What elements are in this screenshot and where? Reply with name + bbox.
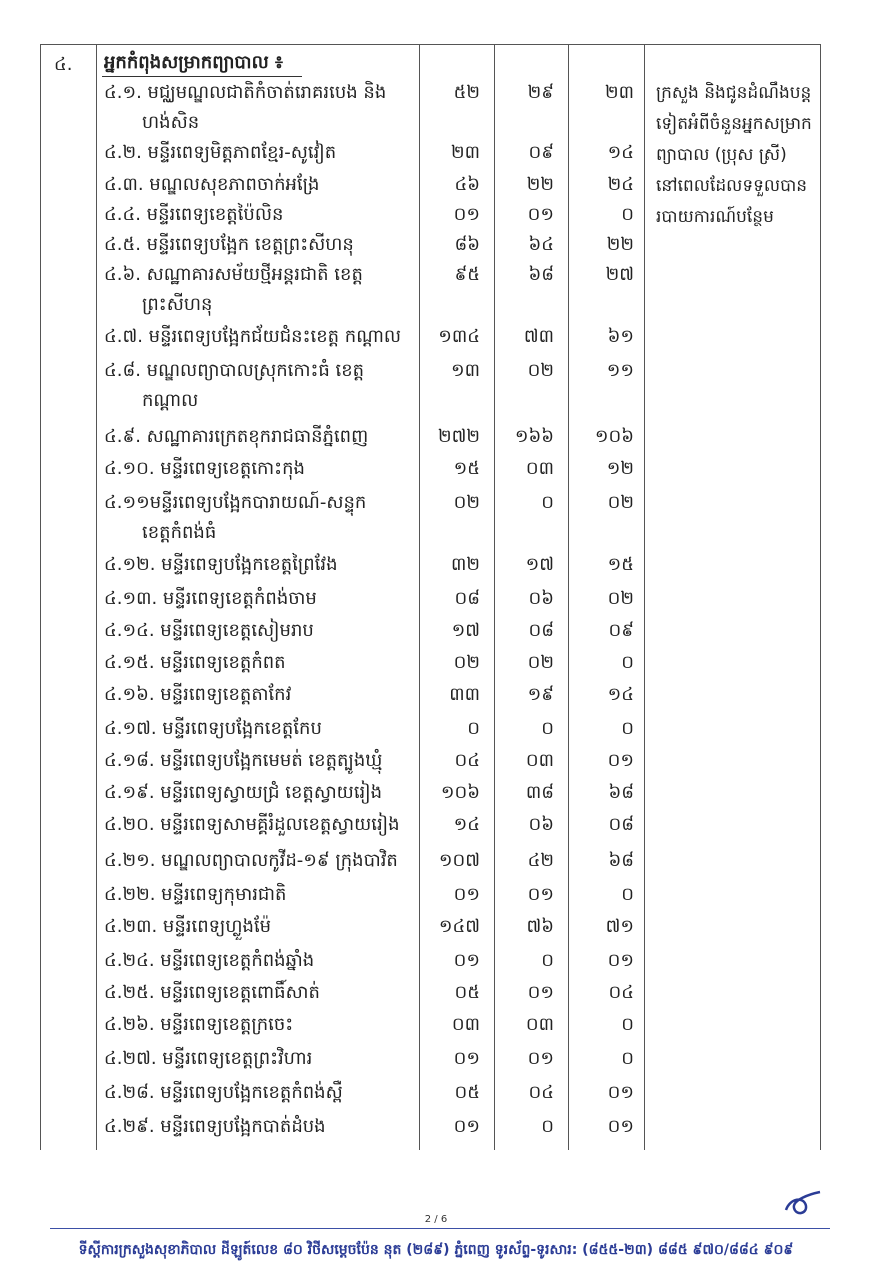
female-count: ៧១ xyxy=(605,916,634,937)
male-count: ០ xyxy=(541,950,554,971)
facility-name xyxy=(104,1078,414,1108)
female-count: ០១ xyxy=(607,750,634,771)
male-count: ៦៤ xyxy=(528,234,554,255)
facility-name xyxy=(104,912,414,942)
female-count: ៦៨ xyxy=(608,850,634,871)
male-count: ០២ xyxy=(527,360,554,381)
facility-name-line: ៤.២៧. មន្ទីរពេទ្យខេត្តព្រះវិហារ xyxy=(104,1048,313,1069)
table-top-border xyxy=(40,44,821,45)
male-count: ១៧ xyxy=(525,554,554,575)
facility-name xyxy=(104,810,414,840)
female-count: ០ xyxy=(621,652,634,673)
page-number: 2 / 6 xyxy=(424,1214,448,1225)
facility-name-line: ៤.១. មជ្ឈមណ្ឌលជាតិកំចាត់រោគរបេង និង xyxy=(104,82,387,103)
female-count: ០១ xyxy=(607,1116,634,1137)
total-count: ១៥ xyxy=(453,458,480,479)
facility-name xyxy=(104,1010,414,1040)
facility-name-line: ៤.១០. មន្ទីរពេទ្យខេត្តកោះកុង xyxy=(104,458,305,479)
female-count: ០១ xyxy=(607,950,634,971)
facility-name-continuation: ហង់សិន xyxy=(142,112,200,133)
male-count: ០៣ xyxy=(525,1014,554,1035)
facility-name xyxy=(104,78,414,138)
female-count: ០១ xyxy=(607,1082,634,1103)
facility-name-line: ៤.២៤. មន្ទីរពេទ្យខេត្តកំពង់ឆ្នាំង xyxy=(104,950,315,971)
facility-name-line: ៤.៣. មណ្ឌលសុខភាពចាក់អង្រែ xyxy=(104,174,320,195)
female-count: ៦៨ xyxy=(608,782,634,803)
total-count: ៨៦ xyxy=(454,234,480,255)
facility-name-line: ៤.១៧. មន្ទីរពេទ្យបង្អែកខេត្តកែប xyxy=(104,718,322,739)
facility-name xyxy=(104,322,414,352)
facility-name-continuation: កណ្តាល xyxy=(142,390,199,411)
footer-address: ទីស្តីការក្រសួងសុខាភិបាល ដីឡូត៍លេខ ៨០ វិថីសម្តេចប៉ែន នុត (២៨៩) ភ្នំពេញ ទូរស័ព្ទ-ទូរសារ: (៨៥៥-២៣) ៨៨៥ ៩៧០/៨៨៤ ៩០៩ xyxy=(78,1242,794,1258)
male-count: ០៤ xyxy=(528,1082,554,1103)
male-count: ០៩ xyxy=(528,142,554,163)
facility-name xyxy=(104,356,414,416)
facility-name xyxy=(104,584,414,614)
facility-name-line: ៤.៥. មន្ទីរពេទ្យបង្អែក ខេត្តព្រះសីហនុ xyxy=(104,234,354,255)
facility-name xyxy=(104,454,414,484)
total-count: ០ xyxy=(467,718,480,739)
total-count: ៣៣ xyxy=(449,684,480,705)
facility-name xyxy=(104,260,414,320)
facility-name-line: ៤.១២. មន្ទីរពេទ្យបង្អែកខេត្តព្រៃវែង xyxy=(104,554,338,575)
facility-name-line: ៤.២៩. មន្ទីរពេទ្យបង្អែកបាត់ដំបង xyxy=(104,1116,326,1137)
female-count: ២៣ xyxy=(604,82,634,103)
female-count: ២៤ xyxy=(607,174,634,195)
section-number: ៤. xyxy=(54,54,73,75)
total-count: ០៨ xyxy=(454,588,480,609)
male-count: ០៣ xyxy=(525,458,554,479)
female-count: ១៤ xyxy=(607,142,634,163)
facility-name xyxy=(104,488,414,548)
male-count: ០៦ xyxy=(528,814,554,835)
female-count: ១១ xyxy=(606,360,634,381)
female-count: ២៧ xyxy=(605,264,634,285)
female-count: ០២ xyxy=(607,588,634,609)
female-count: ០ xyxy=(621,718,634,739)
male-count: ៣៨ xyxy=(525,782,554,803)
facility-name xyxy=(104,1112,414,1142)
female-count: ១៤ xyxy=(607,684,634,705)
total-count: ២៧២ xyxy=(437,426,480,447)
female-count: ០ xyxy=(621,1014,634,1035)
total-count: ០១ xyxy=(453,1048,480,1069)
table-border xyxy=(820,44,821,1150)
total-count: ០១ xyxy=(453,950,480,971)
female-count: ១០៦ xyxy=(594,426,634,447)
footer-rule xyxy=(50,1228,830,1229)
facility-name-line: ៤.២៦. មន្ទីរពេទ្យខេត្តក្រចេះ xyxy=(104,1014,294,1035)
facility-name-line: ៤.២៥. មន្ទីរពេទ្យខេត្តពោធិ៍សាត់ xyxy=(104,982,320,1003)
facility-name-line: ៤.១៤. មន្ទីរពេទ្យខេត្តសៀមរាប xyxy=(104,620,314,641)
female-count: ០ xyxy=(621,1048,634,1069)
female-count: ០ xyxy=(621,884,634,905)
total-count: ២៣ xyxy=(450,142,480,163)
male-count: ០៦ xyxy=(528,588,554,609)
facility-name xyxy=(104,422,414,452)
total-count: ៣២ xyxy=(450,554,480,575)
total-count: ១៣៤ xyxy=(438,326,480,347)
facility-name xyxy=(104,616,414,646)
table-border xyxy=(96,44,97,1150)
male-count: ១៩ xyxy=(527,684,554,705)
male-count: ០២ xyxy=(527,652,554,673)
total-count: ០៣ xyxy=(451,1014,480,1035)
facility-name xyxy=(104,550,414,580)
facility-name-line: ៤.២២. មន្ទីរពេទ្យកុមារជាតិ xyxy=(104,884,287,905)
male-count: ០១ xyxy=(527,884,554,905)
total-count: ៤៦ xyxy=(454,174,480,195)
facility-name xyxy=(104,138,414,168)
total-count: ១៣ xyxy=(450,360,480,381)
facility-name-line: ៤.១៥. មន្ទីរពេទ្យខេត្តកំពត xyxy=(104,652,286,673)
female-count: ៦១ xyxy=(607,326,634,347)
total-count: ០១ xyxy=(453,1116,480,1137)
table-border xyxy=(644,44,645,1150)
total-count: ០៥ xyxy=(454,982,480,1003)
total-count: ១០៦ xyxy=(440,782,480,803)
male-count: ២៩ xyxy=(527,82,554,103)
female-count: ០ xyxy=(621,204,634,225)
female-count: ២២ xyxy=(606,234,634,255)
facility-name xyxy=(104,680,414,710)
female-count: ០៨ xyxy=(608,814,634,835)
facility-name-line: ៤.៧. មន្ទីរពេទ្យបង្អែកជ័យជំនះខេត្ត កណ្តាល xyxy=(104,326,402,347)
male-count: ០ xyxy=(541,1116,554,1137)
facility-name xyxy=(104,778,414,808)
facility-name xyxy=(104,846,414,876)
female-count: ០៤ xyxy=(608,982,634,1003)
section-title-underline xyxy=(102,76,302,77)
male-count: ០១ xyxy=(527,1048,554,1069)
male-count: ៧៦ xyxy=(526,916,554,937)
total-count: ១០៧ xyxy=(438,850,480,871)
total-count: ៥២ xyxy=(453,82,480,103)
total-count: ០២ xyxy=(453,652,480,673)
facility-name-line: ៤.១៦. មន្ទីរពេទ្យខេត្តតាកែវ xyxy=(104,684,292,705)
facility-name-line: ៤.១១មន្ទីរពេទ្យបង្អែកបារាយណ៍-សន្ទុក xyxy=(104,492,367,513)
facility-name xyxy=(104,978,414,1008)
facility-name xyxy=(104,200,414,230)
female-count: ១៥ xyxy=(607,554,634,575)
facility-name xyxy=(104,946,414,976)
female-count: ០២ xyxy=(607,492,634,513)
facility-name-line: ៤.៦. សណ្ឋាគារសម័យថ្មីអន្តរជាតិ ខេត្ត xyxy=(104,264,363,285)
facility-name-line: ៤.២៣. មន្ទីរពេទ្យហ្លួងម៉ែ xyxy=(104,916,272,937)
facility-name xyxy=(104,230,414,260)
total-count: ១៧ xyxy=(451,620,480,641)
total-count: ១៤ xyxy=(453,814,480,835)
facility-name-line: ៤.២៨. មន្ទីរពេទ្យបង្អែកខេត្តកំពង់ស្ពឺ xyxy=(104,1082,343,1103)
facility-name-line: ៤.២០. មន្ទីរពេទ្យសាមគ្គីរំដួលខេត្តស្វាយរៀង xyxy=(104,814,400,835)
section-title: អ្នកកំពុងសម្រាកព្យាបាល ៖ xyxy=(104,52,283,73)
total-count: ១៤៧ xyxy=(438,916,480,937)
facility-name-continuation: ខេត្តកំពង់ធំ xyxy=(142,522,217,543)
male-count: ៧៣ xyxy=(523,326,554,347)
male-count: ០ xyxy=(541,718,554,739)
facility-name xyxy=(104,746,414,776)
male-count: ៦៨ xyxy=(528,264,554,285)
facility-name-line: ៤.៤. មន្ទីរពេទ្យខេត្តប៉ៃលិន xyxy=(104,204,284,225)
male-count: ០១ xyxy=(527,204,554,225)
male-count: ០៣ xyxy=(525,750,554,771)
male-count: ០១ xyxy=(527,982,554,1003)
facility-name-line: ៤.៨. មណ្ឌលព្យាបាលស្រុកកោះធំ ខេត្ត xyxy=(104,360,365,381)
male-count: ៤២ xyxy=(527,850,554,871)
male-count: ០៨ xyxy=(528,620,554,641)
facility-name xyxy=(104,1044,414,1074)
facility-name xyxy=(104,648,414,678)
remark-note: ក្រសួង និងជូនដំណឹងបន្តទៀតអំពីចំនួនអ្នកសម្រាកព្យាបាល (ប្រុស ស្រី) នៅពេលដែលទទួលបានរបាយការណ៍បន្ថែម xyxy=(656,83,812,227)
total-count: ០១ xyxy=(453,204,480,225)
table-border xyxy=(40,44,41,1150)
total-count: ៩៥ xyxy=(454,264,480,285)
facility-name-line: ៤.២. មន្ទីរពេទ្យមិត្តភាពខ្មែរ-សូវៀត xyxy=(104,142,337,163)
facility-name-line: ៤.២១. មណ្ឌលព្យាបាលកូវីដ-១៩ ក្រុងបាវិត xyxy=(104,850,398,871)
total-count: ០១ xyxy=(453,884,480,905)
total-count: ០៤ xyxy=(454,750,480,771)
facility-name-line: ៤.១៩. មន្ទីរពេទ្យស្វាយជ្រំ ខេត្តស្វាយរៀង xyxy=(104,782,383,803)
facility-name-line: ៤.១៣. មន្ទីរពេទ្យខេត្តកំពង់ចាម xyxy=(104,588,317,609)
male-count: ២២ xyxy=(526,174,554,195)
facility-name-line: ៤.១៨. មន្ទីរពេទ្យបង្អែកមេមត់ ខេត្តត្បូងឃ្មុំ xyxy=(104,750,383,771)
facility-name xyxy=(104,714,414,744)
male-count: ០ xyxy=(541,492,554,513)
female-count: ១២ xyxy=(606,458,634,479)
facility-name xyxy=(104,880,414,910)
facility-name-line: ៤.៩. សណ្ឋាគារក្រេតខុករាជធានីភ្នំពេញ xyxy=(104,426,369,447)
total-count: ០២ xyxy=(453,492,480,513)
total-count: ០៥ xyxy=(454,1082,480,1103)
female-count: ០៩ xyxy=(608,620,634,641)
facility-name-continuation: ព្រះសីហនុ xyxy=(142,294,213,315)
facility-name xyxy=(104,170,414,200)
male-count: ១៦៦ xyxy=(514,426,554,447)
